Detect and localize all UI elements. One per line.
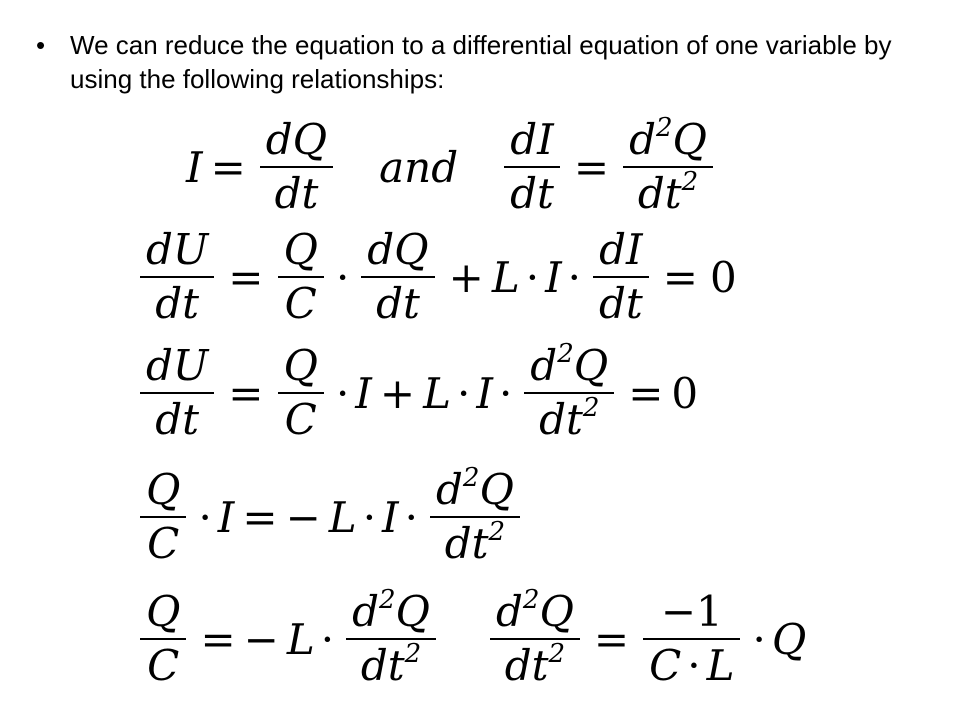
denominator: dt [510,169,554,219]
symbol-L: L [491,252,520,302]
equals-sign: = [593,614,630,664]
equation-simplified [134,462,526,569]
symbol-I: I [355,368,372,418]
fraction-Q-C [140,587,186,691]
numerator: Q [283,225,318,274]
exponent: 2 [404,638,422,669]
fraction-dI-dt [504,115,560,219]
numerator [524,338,614,392]
denominator [499,638,571,691]
dot-operator: · [404,492,418,542]
fraction-Q-C [278,225,324,329]
denominator: C [147,519,180,569]
denominator: dt [155,279,200,329]
symbol-L: L [328,492,357,542]
denominator [355,638,427,691]
exponent: 2 [557,338,574,369]
equals-sign: = [662,252,698,302]
numerator: dI [599,225,643,274]
d: d [530,341,558,390]
plus-sign: + [448,252,484,302]
exponent: 2 [378,584,396,615]
bullet-list [36,28,936,96]
dt: dt [539,395,583,445]
equals-sign: = [228,368,264,418]
dot-operator: · [362,492,377,542]
symbol-I: I [186,142,203,192]
d: d [496,587,523,636]
fraction-dQ-dt [260,115,333,219]
numerator: −1 [660,587,723,636]
C: C [649,641,682,691]
numerator: Q [146,465,181,514]
equation-relationships [186,112,719,219]
zero: 0 [671,368,699,418]
denominator: C [284,395,317,445]
symbol-Q: Q [771,614,807,664]
dot-operator: · [335,252,350,302]
numerator: dU [146,341,209,390]
Q: Q [539,587,574,636]
fraction-neg1-CL [643,587,740,691]
denominator: dt [274,169,319,219]
Q: Q [672,115,707,164]
denominator [643,640,740,691]
bullet-item [36,28,936,96]
dot-operator: · [752,614,766,664]
equals-sign: = [228,252,264,302]
L: L [706,641,735,691]
fraction-dU-dt [140,341,214,445]
dot-operator: · [687,641,701,691]
fraction-Q-C [278,341,324,445]
numerator [346,584,436,638]
symbol-I: I [545,252,562,302]
Q: Q [395,587,430,636]
equation-differential-result [484,584,807,691]
dt: dt [444,519,489,569]
fraction-dQ-dt [361,225,434,329]
d: d [352,587,379,636]
dot-operator: · [198,492,212,542]
zero: 0 [710,252,737,302]
exponent: 2 [522,584,540,615]
equals-sign: = [200,614,236,664]
numerator: Q [146,587,181,636]
dt: dt [504,641,549,691]
numerator: dQ [367,225,429,274]
denominator [533,392,605,445]
equation-energy-substituted [134,338,699,445]
exponent: 2 [681,166,699,197]
fraction-Q-C [140,465,186,569]
equation-charge-relation [134,584,442,691]
dot-operator: · [320,614,335,664]
numerator: dQ [265,115,328,164]
fraction-d2Q-dt2 [430,462,520,569]
fraction-dI-dt [593,225,649,329]
exponent: 2 [548,638,566,669]
numerator [430,462,520,516]
fraction-d2Q-dt2 [623,112,713,219]
dot-operator: · [498,368,513,418]
denominator [439,516,511,569]
denominator: dt [155,395,200,445]
fraction-d2Q-dt2 [490,584,580,691]
d: d [436,465,463,514]
symbol-I: I [476,368,493,418]
symbol-I: I [217,492,235,542]
numerator: Q [283,341,318,390]
denominator: dt [376,279,420,329]
equals-sign: = [573,142,610,192]
plus-sign: + [379,368,416,418]
bullet-text: We can reduce the equation to a differential equation of one variable by using the following relationships: [70,30,892,94]
equals-sign: = [628,368,664,418]
numerator: dU [146,225,209,274]
exponent: 2 [582,392,600,423]
minus-sign: − [243,614,279,664]
denominator [632,166,704,219]
Q: Q [573,341,609,390]
dt: dt [637,169,682,219]
dot-operator: · [567,252,582,302]
denominator: C [284,279,317,329]
symbol-L: L [286,614,315,664]
d: d [629,115,656,164]
dot-operator: · [525,252,540,302]
numerator [623,112,713,166]
dot-operator: · [335,368,350,418]
fraction-dU-dt [140,225,214,329]
symbol-I: I [382,492,399,542]
equals-sign: = [210,142,246,192]
numerator [490,584,580,638]
denominator: C [147,641,180,691]
minus-sign: − [285,492,321,542]
Q: Q [479,465,514,514]
fraction-d2Q-dt2 [346,584,436,691]
dot-operator: · [456,368,471,418]
bullet-icon: • [36,30,46,60]
word-and: and [379,142,459,192]
symbol-L: L [423,368,451,418]
fraction-d2Q-dt2 [524,338,614,445]
exponent: 2 [655,112,673,143]
denominator: dt [599,279,643,329]
exponent: 2 [462,462,480,493]
equation-energy-derivative [134,225,741,329]
numerator: dI [510,115,554,164]
exponent: 2 [488,516,506,547]
dt: dt [360,641,405,691]
equals-sign: = [242,492,278,542]
